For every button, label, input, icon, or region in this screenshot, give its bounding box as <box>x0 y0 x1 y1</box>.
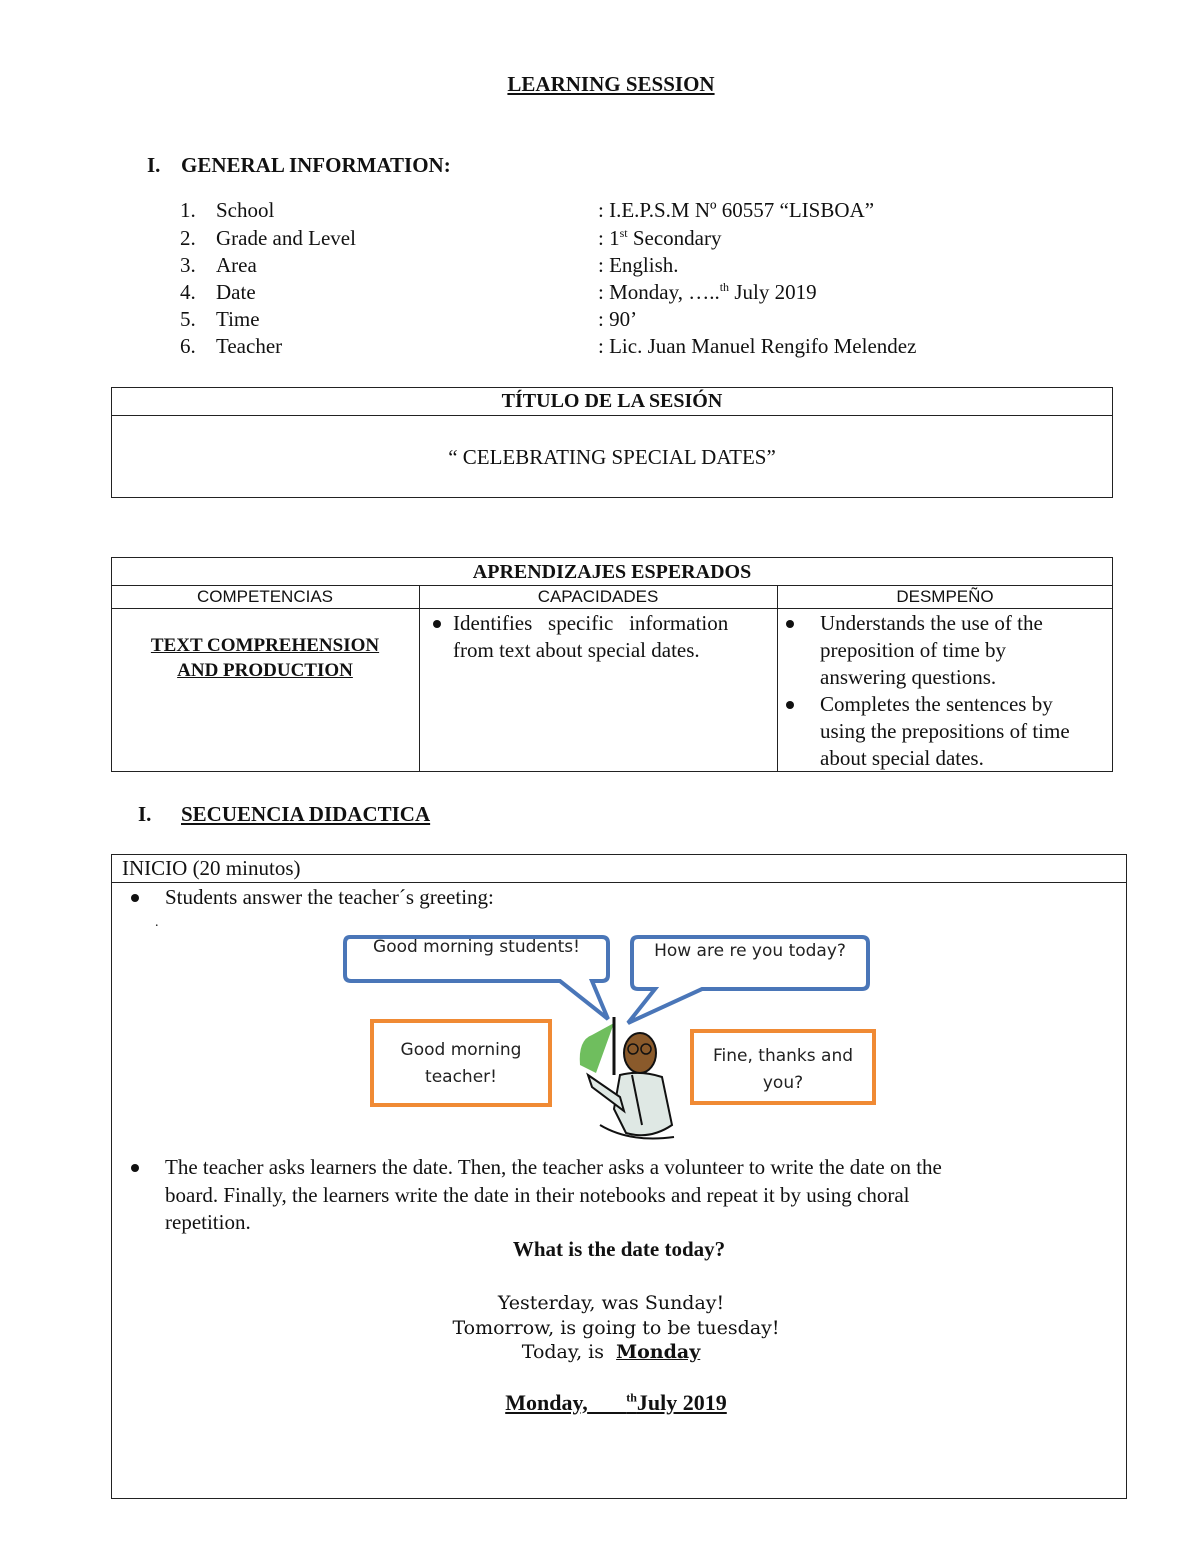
desempeno-2-line-1: Completes the sentences by <box>820 692 1053 716</box>
info-label: Grade and Level <box>216 226 356 250</box>
document-title: LEARNING SESSION <box>507 72 715 96</box>
capacidad-line-2: from text about special dates. <box>453 638 700 662</box>
bubble-students-1-shape <box>372 1021 550 1105</box>
bubble-students-1-line-1: Good morning <box>400 1040 522 1060</box>
table-divider <box>111 415 1113 416</box>
desempeno-2-line-3: about special dates. <box>820 746 984 770</box>
desempeno-2-line-2: using the prepositions of time <box>820 719 1070 743</box>
info-number: 4. <box>180 280 196 304</box>
bullet-icon <box>433 620 441 628</box>
desempeno-1-line-2: preposition of time by <box>820 638 1007 662</box>
info-label: Area <box>216 253 257 277</box>
stray-dot: . <box>155 915 159 930</box>
bullet-icon <box>786 701 794 709</box>
learning-outcomes-header: APRENDIZAJES ESPERADOS <box>472 561 752 583</box>
bubble-students-1-line-2: teacher! <box>425 1067 497 1087</box>
table-divider <box>111 608 1113 609</box>
info-value: : 90’ <box>598 307 638 331</box>
info-number: 5. <box>180 307 196 331</box>
table-divider <box>111 585 1113 586</box>
desempeno-1-line-3: answering questions. <box>820 665 997 689</box>
yesterday-line: Yesterday, was Sunday! <box>497 1292 725 1314</box>
section-title-secuencia: SECUENCIA DIDACTICA <box>181 802 431 826</box>
info-number: 1. <box>180 198 196 222</box>
competencia-line-2: AND PRODUCTION <box>177 660 353 681</box>
section-title-general-information: GENERAL INFORMATION: <box>181 153 451 177</box>
info-value: : Monday, …..$^{th}$ July 2019 <box>598 280 817 304</box>
info-value: : English. <box>598 253 679 277</box>
bubble-teacher-1: Good morning students! <box>373 937 580 957</box>
info-number: 3. <box>180 253 196 277</box>
inicio-bullet-2-line-3: repetition. <box>165 1210 251 1234</box>
info-label: Date <box>216 280 256 304</box>
info-label: Teacher <box>216 334 283 358</box>
info-number: 6. <box>180 334 196 358</box>
capacidad-line-1: Identifies specific information <box>453 611 729 635</box>
tomorrow-line: Tomorrow, is going to be tuesday! <box>452 1317 780 1339</box>
info-label: School <box>216 198 275 222</box>
full-date: Monday, $^{th}$July 2019 <box>505 1390 727 1415</box>
info-value: : I.E.P.S.M Nº 60557 “LISBOA” <box>598 198 875 222</box>
info-value: : Lic. Juan Manuel Rengifo Melendez <box>598 334 917 358</box>
table-column-divider <box>777 585 778 772</box>
date-question: What is the date today? <box>512 1237 726 1261</box>
session-title-value: “ CELEBRATING SPECIAL DATES” <box>448 445 776 469</box>
section-number: I. <box>138 802 152 826</box>
info-value: : 1st Secondary <box>598 226 722 250</box>
inicio-bullet-2-line-1: The teacher asks learners the date. Then, the teacher asks a volunteer to write the date on the <box>165 1155 942 1179</box>
column-header-competencias: COMPETENCIAS <box>196 587 334 606</box>
column-header-desempeno: DESMPEÑO <box>896 587 994 606</box>
column-header-capacidades: CAPACIDADES <box>537 587 659 606</box>
box-divider <box>111 882 1127 883</box>
desempeno-1-line-1: Understands the use of the <box>820 611 1043 635</box>
info-number: 2. <box>180 226 196 250</box>
bubble-teacher-2: How are re you today? <box>654 941 846 961</box>
section-number: I. <box>147 153 161 177</box>
bullet-icon <box>131 894 139 902</box>
inicio-header: INICIO (20 minutos) <box>122 856 301 880</box>
bullet-icon <box>131 1164 139 1172</box>
inicio-bullet-2-line-2: board. Finally, the learners write the date in their notebooks and repeat it by using choral <box>165 1183 910 1207</box>
competencia-line-1: TEXT COMPREHENSION <box>150 635 380 656</box>
today-line: Today, is Monday <box>521 1341 701 1363</box>
table-column-divider <box>419 585 420 772</box>
session-title-header: TÍTULO DE LA SESIÓN <box>501 390 723 412</box>
bubble-students-2-line-2: you? <box>762 1073 804 1093</box>
bubble-students-2-line-1: Fine, thanks and <box>712 1046 854 1066</box>
bullet-icon <box>786 620 794 628</box>
inicio-bullet-1: Students answer the teacher´s greeting: <box>165 885 494 909</box>
info-label: Time <box>216 307 260 331</box>
teacher-icon <box>580 1017 674 1139</box>
